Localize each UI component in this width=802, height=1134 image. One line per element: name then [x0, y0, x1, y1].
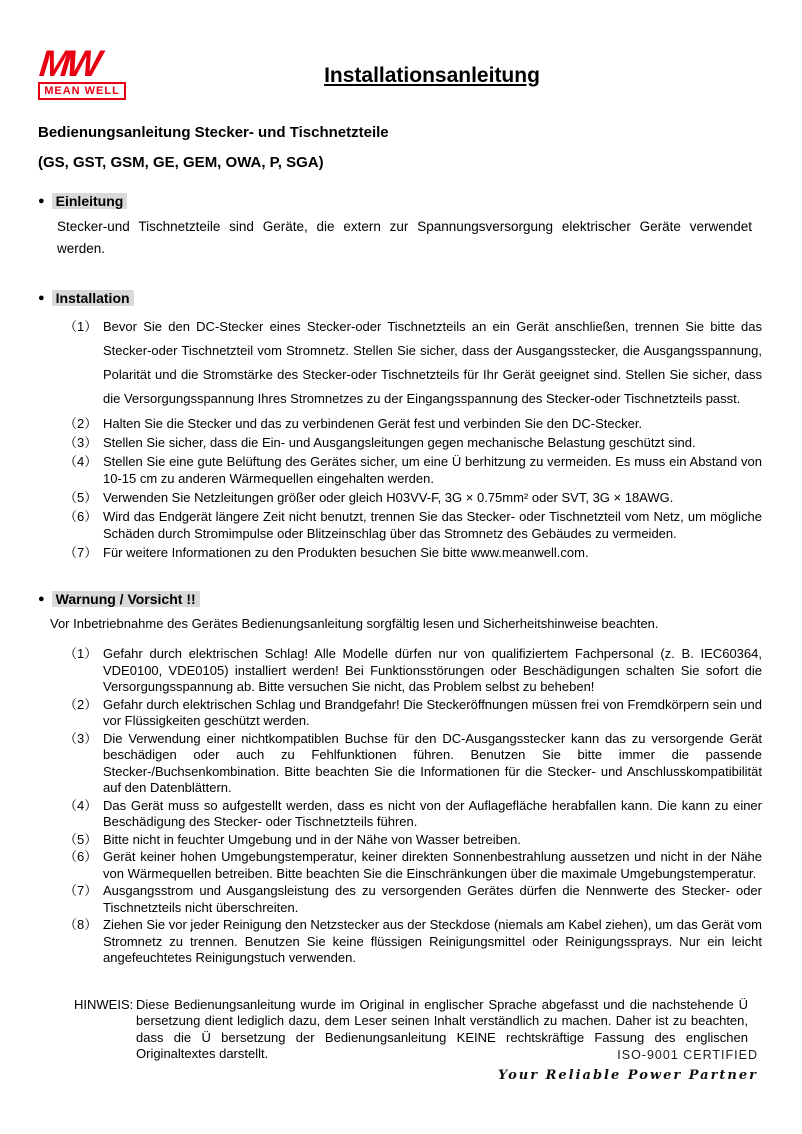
list-item — [64, 798, 762, 831]
list-item-text: Bevor Sie den DC-Stecker eines Stecker-oder Tischnetzteils an ein Gerät anschließen, trennen Sie bitte das Stecker-oder Tischnetzteil vom Stromnetz. Stellen Sie sicher, dass der Ausgangsstecker, die Ausgangsspannung, Polarität und die Stromstärke des Stecker-oder Tischnetzteils für Ihr Gerät geeignet sind. Stellen Sie sicher, dass die Versorgungsspannung Ihres Stromnetzes zu der Eingangsspannung des Stecker-oder Tischnetzteils passt. — [103, 319, 762, 406]
installation-list — [38, 315, 762, 561]
list-item-text: Wird das Endgerät längere Zeit nicht benutzt, trennen Sie das Stecker- oder Tischnetzteil vom Netz, um mögliche Schäden durch Stromimpulse oder Blitzeinschlag über das Stromnetz des Gebäudes zu vermeiden. — [103, 509, 762, 541]
warnung-list — [38, 646, 762, 967]
list-marker: （6） — [64, 849, 98, 864]
document-model-list: (GS, GST, GSM, GE, GEM, OWA, P, SGA) — [38, 154, 324, 171]
section-warnung — [38, 591, 762, 1063]
meanwell-logo-name: MEAN WELL — [38, 82, 126, 100]
list-item — [64, 315, 762, 411]
document-footer — [498, 1048, 758, 1083]
section-heading-einleitung — [38, 193, 762, 209]
bullet-icon: ● — [38, 592, 45, 605]
list-item-text: Die Verwendung einer nichtkompatiblen Buchse für den DC-Ausgangsstecker kann das zu versorgende Gerät beschädigen oder auch zu Fehlfunktionen führen. Benutzen Sie bitte immer die passende Stecker-/Buchsenkombination. Bitte beachten Sie die Informationen für die Stecker- und Anschlusskompatibilität auf den Datenblättern. — [103, 730, 762, 795]
list-item — [64, 646, 762, 696]
hinweis-label: HINWEIS: — [74, 996, 134, 1012]
list-item — [64, 453, 762, 487]
section-title: Einleitung — [52, 193, 128, 209]
list-marker: （1） — [64, 319, 98, 334]
list-item-text: Bitte nicht in feuchter Umgebung und in der Nähe von Wasser betreiben. — [103, 831, 521, 847]
section-heading-installation — [38, 290, 762, 306]
list-marker: （8） — [64, 917, 98, 932]
list-item-text: Halten Sie die Stecker und das zu verbindenen Gerät fest und verbinden Sie den DC-Stecker. — [103, 416, 643, 431]
list-marker: （4） — [64, 454, 98, 469]
list-item-text: Für weitere Informationen zu den Produkten besuchen Sie bitte www.meanwell.com. — [103, 545, 589, 560]
list-item-text: Ausgangsstrom und Ausgangsleistung des zu versorgenden Gerätes dürfen die Nennwerte des Stecker- oder Tischnetzteils nicht überschreiten. — [103, 883, 762, 915]
list-marker: （2） — [64, 696, 98, 712]
list-item — [64, 832, 762, 849]
list-item-text: Gefahr durch elektrischen Schlag und Brandgefahr! Die Steckeröffnungen müssen frei von Fremdkörpern sein und vor Flüssigkeiten geschützt werden. — [103, 696, 762, 728]
list-item — [64, 849, 762, 882]
list-item-text: Gefahr durch elektrischen Schlag! Alle Modelle dürfen nur von qualifiziertem Fachpersonal (z. B. IEC60364, VDE0100, VDE0105) installiert werden! Bei Funktionsstörungen oder Beschädigungen schalten Sie sofort die Versorgungsspannung ab. Bitte versuchen Sie nicht, das Problem selbst zu beheben! — [103, 646, 762, 694]
list-item — [64, 731, 762, 797]
list-marker: （3） — [64, 730, 98, 746]
list-item-text: Das Gerät muss so aufgestellt werden, dass es nicht von der Auflagefläche herabfallen kann. Die kann zu einer Beschädigung des Stecker- oder Tischnetzteils führen. — [103, 797, 762, 829]
brand-slogan: Your Reliable Power Partner — [497, 1068, 758, 1083]
list-item — [64, 917, 762, 967]
list-item — [64, 544, 762, 561]
section-heading-warnung — [38, 591, 762, 607]
list-marker: （6） — [64, 509, 98, 524]
list-item — [64, 508, 762, 542]
list-item — [64, 697, 762, 730]
list-marker: （1） — [64, 646, 98, 661]
list-marker: （2） — [64, 416, 98, 431]
section-einleitung — [38, 193, 762, 260]
warnung-intro-text: Vor Inbetriebnahme des Gerätes Bedienungsanleitung sorgfältig lesen und Sicherheitshinweise beachten. — [50, 616, 659, 631]
meanwell-logo — [37, 43, 142, 100]
meanwell-logo-mark: MW — [37, 43, 100, 84]
section-title: Warnung / Vorsicht !! — [52, 591, 200, 607]
list-item-text: Ziehen Sie vor jeder Reinigung den Netzstecker aus der Steckdose (niemals am Kabel ziehen), um das Gerät vom Stromnetz zu trennen. Benutzen Sie keine flüssigen Reinigungsmittel oder Reinigungssprays. Nur ein leicht angefeuchtetes Reinigungstuch verwenden. — [103, 917, 762, 965]
section-title: Installation — [52, 290, 134, 306]
bullet-icon: ● — [38, 291, 45, 304]
list-item-text: Gerät keiner hohen Umgebungstemperatur, keiner direkten Sonnenbestrahlung aussetzen und nicht in der Nähe von Wärmequellen betreiben. Bitte beachten Sie die Einschränkungen über die maximale Umgebungstemperatur. — [103, 849, 762, 881]
list-marker: （7） — [64, 883, 98, 898]
iso-certified-label: ISO-9001 CERTIFIED — [617, 1048, 758, 1062]
section-installation — [38, 290, 762, 561]
list-marker: （5） — [64, 831, 98, 847]
list-item — [64, 489, 762, 506]
hinweis-text: Diese Bedienungsanleitung wurde im Original in englischer Sprache abgefasst und die nachstehende Ü bersetzung dient lediglich dazu, dem Leser seinen Inhalt verständlich zu machen. Daher ist zu beachten, dass die Ü bersetzung der Bedienungsanleitung KEINE rechtskräftige Fassung des englischen Originaltextes darstellt. — [136, 996, 748, 1061]
list-item-text: Stellen Sie eine gute Belüftung des Gerätes sicher, um eine Ü berhitzung zu vermeiden. Es muss ein Abstand von 10-15 cm zu anderen Wärmequellen eingehalten werden. — [103, 454, 762, 486]
document-header — [38, 40, 762, 116]
page-title: Installationsanleitung — [324, 64, 540, 87]
list-marker: （3） — [64, 435, 98, 450]
bullet-icon: ● — [38, 194, 45, 207]
list-item — [64, 883, 762, 916]
list-item — [64, 434, 762, 451]
list-marker: （5） — [64, 490, 98, 505]
list-item — [64, 415, 762, 432]
document-subtitle: Bedienungsanleitung Stecker- und Tischnetzteile — [38, 124, 389, 141]
einleitung-body-text: Stecker-und Tischnetzteile sind Geräte, die extern zur Spannungsversorgung elektrischer Geräte verwendet werden. — [57, 219, 752, 256]
list-marker: （7） — [64, 545, 98, 560]
list-item-text: Verwenden Sie Netzleitungen größer oder gleich H03VV-F, 3G × 0.75mm² oder SVT, 3G × 18AWG. — [103, 490, 674, 505]
list-marker: （4） — [64, 797, 98, 813]
list-item-text: Stellen Sie sicher, dass die Ein- und Ausgangsleitungen gegen mechanische Belastung geschützt sind. — [103, 435, 696, 450]
